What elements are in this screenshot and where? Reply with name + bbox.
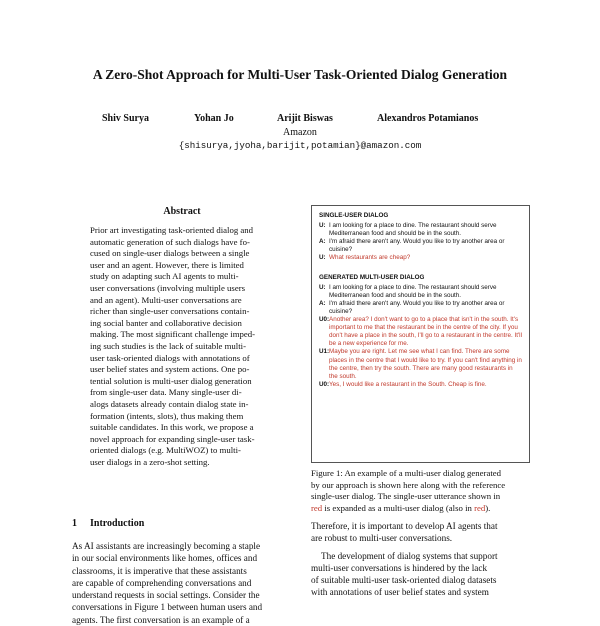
abstract-line: making. The most significant challenge imped- xyxy=(90,329,256,340)
abstract-line: ing such studies is the lack of suitable multi- xyxy=(90,340,247,351)
utterance: I am looking for a place to dine. The restaurant should serve Mediterranean food and should be in the south. xyxy=(329,222,497,238)
abstract-heading: Abstract xyxy=(163,206,201,217)
utterance-highlighted: What restaurants are cheap? xyxy=(329,254,411,262)
text-line: multi-user conversations is hindered by the lack xyxy=(311,562,488,573)
abstract-line: from single-user data. Many single-user di- xyxy=(90,387,242,398)
text-line: Therefore, it is important to develop AI agents that xyxy=(311,521,498,531)
abstract-line: automatic generation of such dialogs have fo- xyxy=(90,236,250,247)
abstract-line: and an agent). Multi-user conversations are xyxy=(90,294,242,305)
speaker-label: A: xyxy=(319,299,326,307)
abstract-line: formation (intents, slots), thus making them xyxy=(90,410,244,421)
dialog-turn xyxy=(319,284,522,300)
multi-user-heading: GENERATED MULTI-USER DIALOG xyxy=(319,273,425,281)
figure-caption xyxy=(311,468,530,514)
intro-line: in our social environments like homes, offices and xyxy=(72,553,258,564)
intro-line: understand requests in social settings. Consider the xyxy=(72,590,260,601)
section-heading xyxy=(72,518,144,529)
speaker-label: U0: xyxy=(319,380,330,388)
caption-text: ). xyxy=(485,502,491,513)
intro-line: agents. The first conversation is an example of a xyxy=(72,614,250,625)
abstract-body xyxy=(90,225,275,468)
abstract-line: oriented dialogs (e.g. MultiWOZ) to multi- xyxy=(90,445,241,456)
text-line: are robust to multi-user conversations. xyxy=(311,533,453,544)
author-email: {shisurya,jyoha,barijit,potamian}@amazon.com xyxy=(178,140,422,151)
paper-title: A Zero-Shot Approach for Multi-User Task-Oriented Dialog Generation xyxy=(92,67,508,82)
utterance-highlighted: Maybe you are right. Let me see what I can find. There are some places in the centre that I would like to try. If you can't find anything in the centre, then try the south. There are many good restaurants in the south. xyxy=(329,348,522,380)
text-line: of suitable multi-user task-oriented dialog datasets xyxy=(311,575,497,586)
speaker-label: A: xyxy=(319,238,326,246)
caption-line: single-user dialog. The single-user utterance shown in xyxy=(311,491,501,502)
caption-red-word: red xyxy=(474,502,486,513)
text-line: with annotations of user belief states and system xyxy=(311,587,489,598)
right-column-text xyxy=(311,520,530,599)
caption-line: by our approach is shown here along with the reference xyxy=(311,479,506,490)
paragraph xyxy=(311,550,530,599)
abstract-line: richer than single-user conversations contain- xyxy=(90,306,250,317)
single-user-heading: SINGLE-USER DIALOG xyxy=(319,212,389,219)
speaker-label: U0: xyxy=(319,316,330,324)
abstract-line: ing social banter and collaborative decision xyxy=(90,317,242,328)
intro-line: conversations in Figure 1 between human users and xyxy=(72,602,263,613)
abstract-line: user and an agent. However, there is limited xyxy=(90,259,244,270)
dialog-turn xyxy=(319,254,522,262)
dialog-turn xyxy=(319,222,522,238)
dialog-turn xyxy=(319,316,522,348)
dialog-turn xyxy=(319,300,522,316)
utterance: I'm afraid there aren't any. Would you like to try another area or cuisine? xyxy=(329,238,505,254)
speaker-label: U: xyxy=(319,283,326,291)
abstract-line: novel approach for expanding single-user task- xyxy=(90,433,255,444)
abstract-line: user belief states and system actions. One po- xyxy=(90,364,250,375)
author-name: Alexandros Potamianos xyxy=(377,113,479,124)
caption-line: Figure 1: An example of a multi-user dialog generated xyxy=(311,468,502,478)
abstract-line: cused on single-user dialogs between a single xyxy=(90,248,250,259)
section-title: Introduction xyxy=(90,518,145,529)
figure-1-dialog-box xyxy=(311,205,530,463)
intro-line: classrooms, it is imperative that these assistants xyxy=(72,565,247,576)
abstract-line: user conversations (involving multiple users xyxy=(90,282,246,293)
utterance-highlighted: Another area? I don't want to go to a place that isn't in the south. It's important to me that the restaurant be in the centre of the city. If you don't have a place in the south, I'll go to a restaurant in the centre. It'll be a new experience for me. xyxy=(329,316,522,348)
speaker-label: U: xyxy=(319,254,326,262)
abstract-line: study on adapting such AI agents to multi- xyxy=(90,271,239,282)
author-name: Shiv Surya xyxy=(102,113,149,124)
utterance: I am looking for a place to dine. The restaurant should serve Mediterranean food and should be in the south. xyxy=(329,283,497,299)
caption-red-word: red xyxy=(311,502,323,513)
paragraph xyxy=(311,520,530,545)
utterance: I'm afraid there aren't any. Would you like to try another area or cuisine? xyxy=(329,299,505,315)
section-number: 1 xyxy=(72,518,77,529)
caption-line xyxy=(311,503,530,515)
dialog-turn xyxy=(319,381,522,389)
abstract-line: suitable candidates. In this work, we propose a xyxy=(90,422,254,433)
dialog-turn xyxy=(319,238,522,254)
speaker-label: U1: xyxy=(319,348,330,356)
abstract-line: alogs datasets already contain dialog state in- xyxy=(90,398,249,409)
dialog-turn xyxy=(319,348,522,380)
abstract-line: user dialogs in a zero-shot setting. xyxy=(90,456,210,467)
abstract-line: Prior art investigating task-oriented dialog and xyxy=(90,225,254,235)
author-name: Yohan Jo xyxy=(194,113,234,124)
caption-text: is expanded as a multi-user dialog (also in xyxy=(322,502,475,513)
author-name: Arijit Biswas xyxy=(277,113,333,124)
intro-paragraph xyxy=(72,540,292,626)
abstract-line: tential solution is multi-user dialog generation xyxy=(90,375,252,386)
text-line: The development of dialog systems that support xyxy=(321,550,498,561)
intro-line: are capable of comprehending conversations and xyxy=(72,577,252,588)
affiliation: Amazon xyxy=(283,127,317,138)
abstract-line: user task-oriented dialogs with annotations of xyxy=(90,352,250,363)
speaker-label: U: xyxy=(319,222,326,230)
intro-line: As AI assistants are increasingly becoming a staple xyxy=(72,541,261,551)
utterance-highlighted: Yes, I would like a restaurant in the South. Cheap is fine. xyxy=(329,380,487,388)
